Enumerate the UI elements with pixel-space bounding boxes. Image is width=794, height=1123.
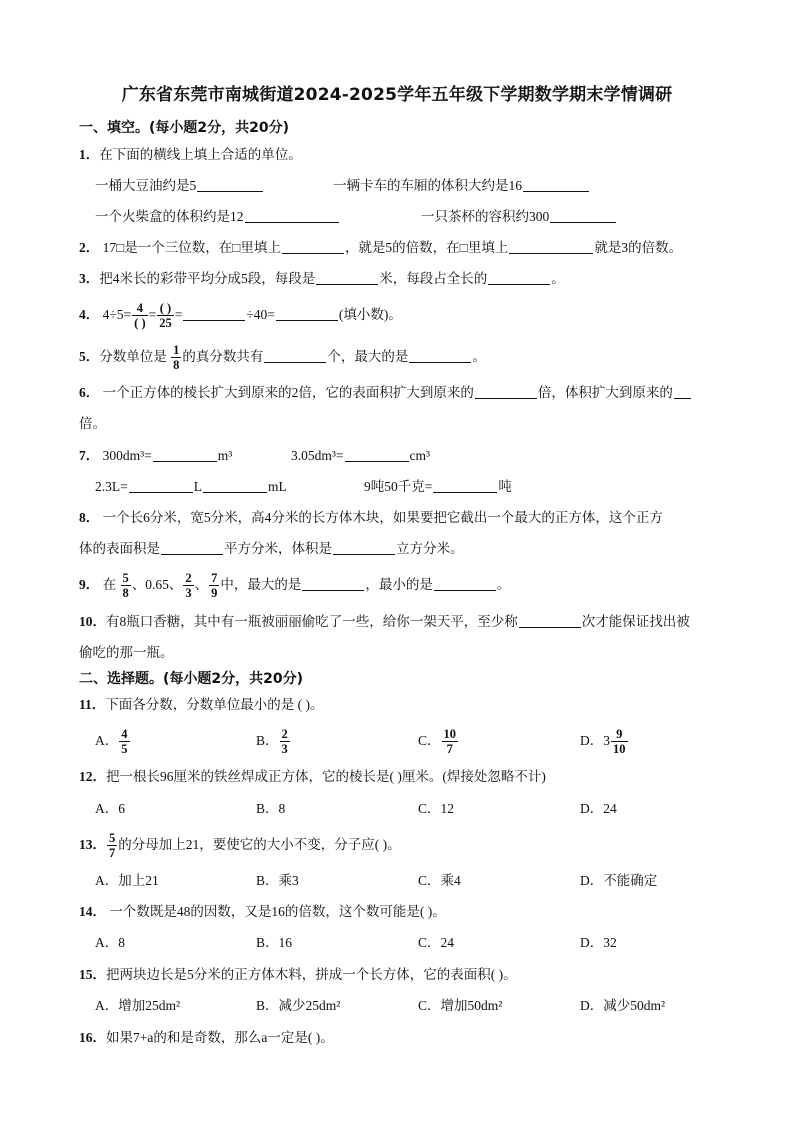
question-text: 一个数既是48的因数，又是16的倍数，这个数可能是( )。 [109,904,446,919]
fraction [157,301,174,330]
question-number: 10． [79,614,106,629]
answer-blank[interactable] [302,576,364,591]
numerator: 9 [611,727,628,742]
denominator: 8 [122,586,129,601]
question-text: 一桶大豆油约是5 [95,178,197,193]
option-c[interactable] [418,726,459,756]
question-text: 一个长6分米，宽5分米，高4分米的长方体木块，如果要把它截出一个最大的正方体，这个正方 [102,510,663,525]
unit-label: cm³ [409,448,431,463]
fraction [121,571,131,600]
fraction [611,727,628,756]
question-text: 把两块边长是5分米的正方体木料，拼成一个长方体，它的表面积( )。 [106,967,517,982]
answer-blank[interactable] [523,177,589,192]
answer-blank[interactable] [203,478,267,493]
option-a[interactable]: A．增加25dm² [95,998,181,1013]
question-text: 。 [472,349,486,364]
question-text: = [148,307,157,322]
option-a[interactable] [95,726,131,756]
question-number: 7． [79,448,100,463]
question-number: 6． [79,385,100,400]
question-number: 14． [79,904,106,919]
question-number: 3． [79,271,100,286]
answer-blank[interactable] [264,348,326,363]
question-text: 在下面的横线上填上合适的单位。 [99,147,302,162]
question-text: 如果7+a的和是奇数，那么a一定是( )。 [106,1030,334,1045]
question-number: 15． [79,967,106,982]
option-c[interactable]: C．增加50dm² [418,998,503,1013]
option-c[interactable]: C．12 [418,801,455,816]
answer-blank[interactable] [333,540,395,555]
question-number: 16． [79,1030,106,1045]
question-text: 就是3的倍数。 [594,240,683,255]
answer-blank[interactable] [276,306,338,321]
answer-blank[interactable] [519,613,581,628]
numerator: 4 [121,727,128,742]
question-14 [79,903,446,921]
option-b[interactable]: B．减少25dm² [256,998,341,1013]
question-1b [333,177,590,195]
question-number: 9． [79,577,100,592]
numerator: 7 [211,571,218,586]
answer-blank[interactable] [488,270,550,285]
option-d[interactable]: D．24 [580,801,617,816]
fraction [132,301,147,330]
option-c[interactable]: C．乘4 [418,873,461,888]
option-d[interactable] [580,726,629,756]
denominator: 8 [173,358,180,373]
question-text: 3.05dm³= [291,448,344,463]
question-text: 300dm³= [102,448,152,463]
fraction [442,727,459,756]
denominator: 25 [159,316,172,331]
numerator: 2 [281,727,288,742]
question-7b [291,447,430,465]
question-text: 倍，体积扩大到原来的 [537,385,673,400]
question-text: 2.3L= [95,479,128,494]
question-number: 5． [79,349,100,364]
fraction [280,727,290,756]
question-text: 的分母加上21，要使它的大小不变，分子应( )。 [118,837,401,852]
question-text: ÷40= [246,307,275,322]
denominator: 7 [109,846,116,861]
unit-label: mL [268,479,287,494]
numerator: 10 [443,727,457,742]
option-label: C． [418,733,441,748]
answer-blank[interactable] [316,270,378,285]
answer-blank[interactable] [197,177,263,192]
option-b[interactable] [256,726,291,756]
question-1 [79,146,302,164]
option-d[interactable]: D．32 [580,935,617,950]
question-6 [79,384,692,402]
fraction [119,727,129,756]
question-1c [95,208,340,226]
unit-label: 吨 [498,479,512,494]
question-text: 个，最大的是 [327,349,409,364]
option-a[interactable]: A．8 [95,935,125,950]
option-a[interactable]: A．6 [95,801,125,816]
denominator-blank[interactable]: ( ) [134,316,146,331]
answer-blank[interactable] [434,576,496,591]
question-6-cont [79,415,106,433]
question-number: 4． [79,307,100,322]
fraction [107,831,117,860]
question-text: 9吨50千克= [364,479,433,494]
unit-label: m³ [217,448,233,463]
question-8-cont [79,540,464,558]
question-7d [364,478,512,496]
question-text: 的真分数共有 [182,349,264,364]
answer-blank[interactable] [282,239,344,254]
question-text: 立方分米。 [396,541,464,556]
denominator: 3 [281,742,288,757]
answer-blank[interactable] [550,208,616,223]
question-text: 倍。 [79,416,106,431]
question-text: 4÷5= [102,307,132,322]
fraction [171,343,181,372]
question-text: 在 [102,577,117,592]
question-number: 13． [79,837,106,852]
question-7 [79,447,232,465]
numerator: 5 [122,571,129,586]
question-text: 次才能保证找出被 [581,614,690,629]
option-b[interactable]: B．乘3 [256,873,299,888]
question-12 [79,768,546,786]
answer-blank[interactable] [345,447,409,462]
question-text: 分数单位是 [99,349,167,364]
answer-blank[interactable] [475,384,537,399]
question-text: (填小数)。 [338,307,402,322]
option-d[interactable]: D．不能确定 [580,873,658,888]
option-c[interactable]: C．24 [418,935,455,950]
question-text: 体的表面积是 [79,541,160,556]
question-5 [79,342,486,372]
question-1d [421,208,617,226]
option-b[interactable]: B．8 [256,801,286,816]
question-text: 。 [551,271,565,286]
question-text: 偷吃的那一瓶。 [79,645,174,660]
fraction [183,571,193,600]
question-4 [79,300,402,330]
option-b[interactable]: B．16 [256,935,293,950]
denominator: 9 [211,586,218,601]
question-10-cont [79,644,174,662]
denominator: 3 [185,586,192,601]
denominator: 5 [121,742,128,757]
question-number: 11． [79,697,106,712]
question-10 [79,613,690,631]
question-text: 、0.65、 [131,577,183,592]
question-16 [79,1029,334,1047]
question-text: 中，最大的是 [220,577,302,592]
option-label: D．3 [580,733,610,748]
question-text: 17□是一个三位数，在□里填上 [102,240,281,255]
question-15 [79,966,517,984]
answer-blank[interactable] [245,208,339,223]
question-8 [79,509,663,527]
option-d[interactable]: D．减少50dm² [580,998,666,1013]
section-fill-in-heading: 一、填空。(每小题2分，共20分) [79,120,290,136]
question-text: 有8瓶口香糖，其中有一瓶被丽丽偷吃了一些，给你一架天平，至少称 [106,614,518,629]
numerator-blank[interactable]: ( ) [157,301,174,316]
question-text: 下面各分数，分数单位最小的是 ( )。 [105,697,324,712]
question-text: = [174,307,183,322]
question-text: 、 [194,577,209,592]
page-title: 广东省东莞市南城街道2024-2025学年五年级下学期数学期末学情调研 [121,85,673,105]
question-text: 米，每段占全长的 [379,271,488,286]
question-text: 把一根长96厘米的铁丝焊成正方体，它的棱长是( )厘米。(焊接处忽略不计) [106,769,546,784]
question-7c [95,478,287,496]
answer-blank[interactable] [509,239,593,254]
question-number: 8． [79,510,100,525]
question-text: ，就是5的倍数，在□里填上 [344,240,509,255]
answer-blank[interactable] [674,384,691,399]
question-text: 。 [496,577,511,592]
denominator: 7 [446,742,453,757]
question-1a [95,177,264,195]
numerator: 2 [185,571,192,586]
option-label: A． [95,733,119,748]
question-9 [79,570,510,600]
question-text: 一辆卡车的车厢的体积大约是16 [333,178,522,193]
answer-blank[interactable] [161,540,223,555]
answer-blank[interactable] [153,447,217,462]
denominator: 10 [613,742,626,757]
question-text: 一个火柴盒的体积约是12 [95,209,244,224]
question-text: 把4米长的彩带平均分成5段，每段是 [99,271,316,286]
question-number: 2． [79,240,100,255]
fraction [209,571,219,600]
option-label: B． [256,733,279,748]
question-11 [79,696,324,714]
numerator: 5 [109,831,116,846]
answer-blank[interactable] [433,478,497,493]
question-3 [79,270,565,288]
answer-blank[interactable] [409,348,471,363]
numerator: 1 [173,343,180,358]
question-2 [79,239,682,257]
question-number: 1． [79,147,100,162]
question-text: 一个正方体的棱长扩大到原来的2倍，它的表面积扩大到原来的 [102,385,474,400]
numerator: 4 [132,301,147,316]
question-13 [79,830,401,860]
answer-blank[interactable] [129,478,193,493]
section-choice-heading: 二、选择题。(每小题2分，共20分) [79,671,304,687]
unit-label: L [193,479,202,494]
option-a[interactable]: A．加上21 [95,873,159,888]
question-text: 一只茶杯的容积约300 [421,209,550,224]
question-text: ，最小的是 [365,577,433,592]
answer-blank[interactable] [183,306,245,321]
question-text: 平方分米，体积是 [224,541,332,556]
question-number: 12． [79,769,106,784]
